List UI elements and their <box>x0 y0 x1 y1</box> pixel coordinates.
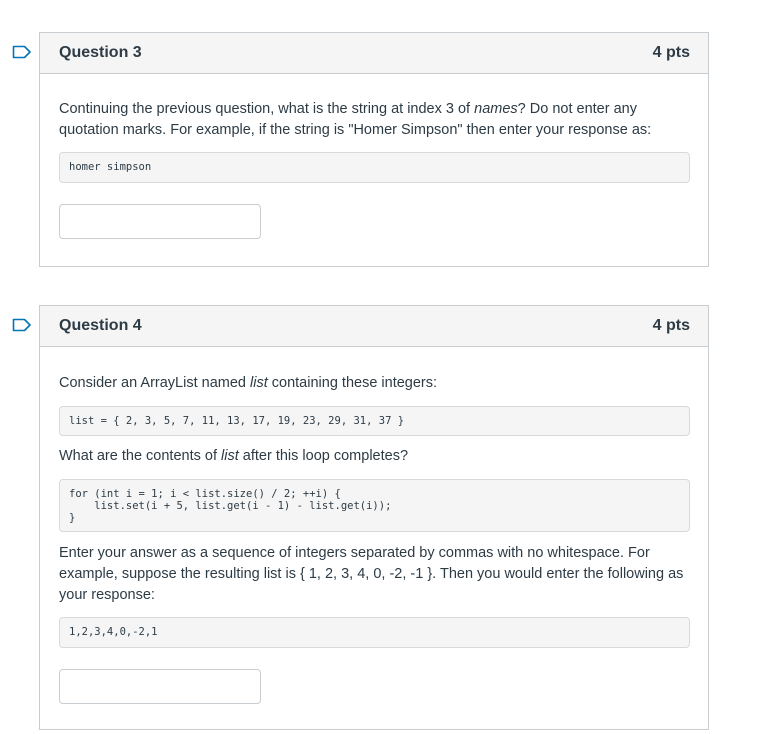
example-code-block: 1,2,3,4,0,-2,1 <box>59 617 690 648</box>
prompt-emphasis: names <box>474 101 518 117</box>
flag-question-icon[interactable] <box>12 318 32 332</box>
question-points: 4 pts <box>652 317 690 334</box>
ask-text-end: after this loop completes? <box>238 448 409 464</box>
question-prompt <box>59 99 690 141</box>
loop-code-block: for (int i = 1; i < list.size() / 2; ++i) { list.set(i + 5, list.get(i - 1) - list.get(i)); } <box>59 479 690 532</box>
flag-question-icon[interactable] <box>12 45 32 59</box>
answer-instructions: Enter your answer as a sequence of integers separated by commas with no whitespace. For example, suppose the resulting list is { 1, 2, 3, 4, 0, -2, -1 }. Then you would enter the following as your response: <box>59 545 684 603</box>
question-4-card <box>39 305 709 730</box>
answer-input[interactable] <box>59 669 261 704</box>
question-points: 4 pts <box>652 44 690 61</box>
question-ask <box>59 446 690 467</box>
question-intro <box>59 373 690 394</box>
example-code-block: homer simpson <box>59 152 690 183</box>
intro-emphasis: list <box>250 375 268 391</box>
intro-text: Consider an ArrayList named <box>59 375 251 391</box>
list-code-block: list = { 2, 3, 5, 7, 11, 13, 17, 19, 23, 29, 31, 37 } <box>59 406 690 436</box>
answer-input[interactable] <box>59 204 261 239</box>
question-body <box>40 373 708 704</box>
question-header <box>40 33 708 74</box>
intro-text-end: containing these integers: <box>267 375 438 391</box>
question-header <box>40 306 708 347</box>
ask-text: What are the contents of <box>59 448 222 464</box>
question-body <box>40 99 708 239</box>
prompt-text-end: ? Do not enter any quotation marks. For example, if the string is "Homer Simpson" then enter your response as: <box>59 101 652 138</box>
prompt-text: Continuing the previous question, what is the string at index 3 of <box>59 101 475 117</box>
question-3-card <box>39 32 709 267</box>
ask-emphasis: list <box>221 448 239 464</box>
question-title: Question 4 <box>59 317 142 334</box>
question-title: Question 3 <box>59 44 142 61</box>
